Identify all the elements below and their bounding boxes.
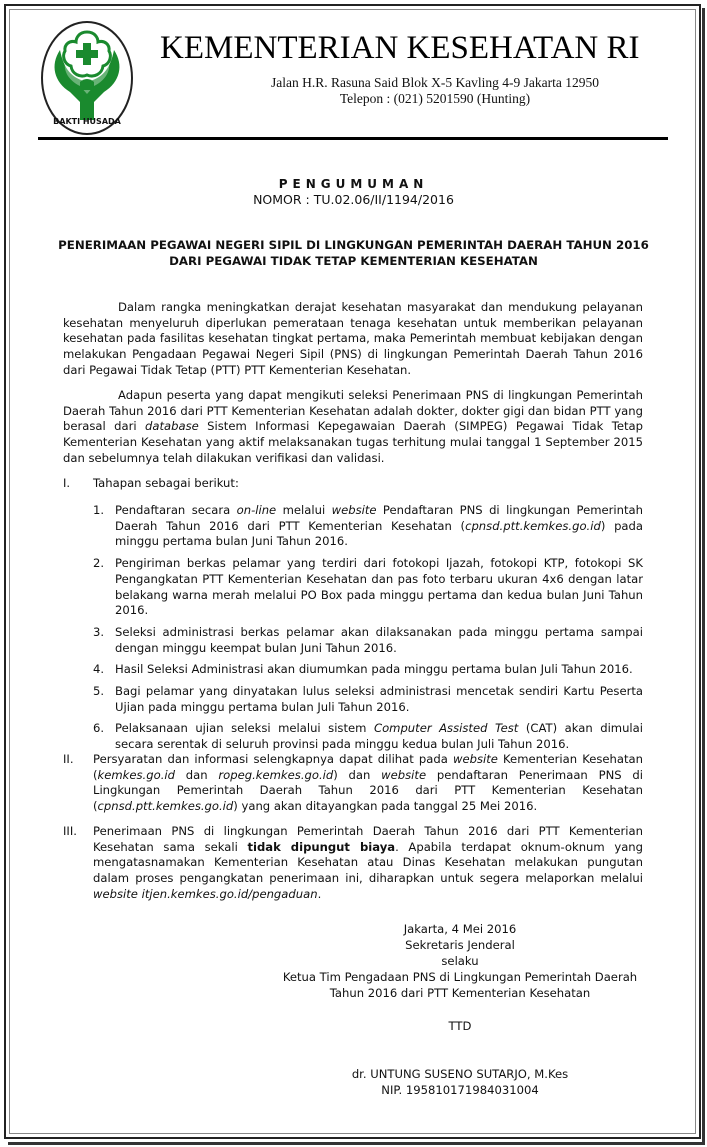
institution-address-block xyxy=(160,75,650,107)
paragraph-text: Adapun peserta yang dapat mengikuti seleksi Penerimaan PNS di lingkungan Pemerintah Daerah Tahun 2016 dari PTT Kementerian Kesehatan adalah dokter, dokter gigi dan bidan PTT yang berasal dari xyxy=(63,388,643,434)
website-link: ropeg.kemkes.go.id xyxy=(218,767,334,782)
text: Pendaftaran secara xyxy=(115,503,237,517)
text: Penerimaan PNS di lingkungan Pemerintah Daerah Tahun 2016 dari PTT Kementerian Kesehatan sama sekali xyxy=(93,824,643,854)
paragraph-intro xyxy=(63,300,643,379)
announcement-number: NOMOR : TU.02.06/II/1194/2016 xyxy=(253,192,454,207)
list-item xyxy=(93,556,643,619)
list-item-number: 2. xyxy=(93,556,105,571)
list-item-text: Bagi pelamar yang dinyatakan lulus seleksi administrasi mencetak sendiri Kartu Peserta Ujian pada minggu pertama bulan Juli Tahun 2016. xyxy=(115,684,643,714)
text: ) pada minggu pertama bulan Juni Tahun 2016. xyxy=(115,518,643,549)
website-link: cpnsd.ptt.kemkes.go.id xyxy=(465,518,601,533)
list-item-number: 5. xyxy=(93,684,105,699)
institution-name: KEMENTERIAN KESEHATAN RI xyxy=(160,30,640,66)
list-item-text: Pengiriman berkas pelamar yang terdiri dari fotokopi Ijazah, fotokopi KTP, fotokopi SK Pengangkatan PTT Kementerian Kesehatan dan pas foto terbaru ukuran 4x6 dengan latar belakang warna merah melalui PO Box pada minggu pertama dan kedua bulan Juni Tahun 2016. xyxy=(115,556,643,618)
signatory xyxy=(250,1066,670,1098)
list-item-number: 6. xyxy=(93,721,105,736)
text: Persyaratan dan informasi selengkapnya dapat dilihat pada xyxy=(93,752,453,766)
signature-role-line-2: Tahun 2016 dari PTT Kementerian Kesehatan xyxy=(329,986,591,1000)
website-link: kemkes.go.id xyxy=(97,767,175,782)
section-number: II. xyxy=(63,752,74,766)
list-item-text xyxy=(115,503,643,550)
emphasis-text: tidak dipungut biaya xyxy=(247,839,396,854)
announcement-title: PENGUMUMAN xyxy=(278,177,429,191)
text: Pendaftaran PNS di lingkungan Pemerintah Daerah Tahun 2016 dari PTT Kementerian Kesehatan ( xyxy=(115,503,643,533)
italic-term: website xyxy=(331,503,377,517)
logo-label: BAKTI HUSADA xyxy=(53,117,121,126)
headline-line-2: DARI PEGAWAI TIDAK TETAP KEMENTERIAN KESEHATAN xyxy=(169,253,538,268)
institution-phone: Telepon : (021) 5201590 (Hunting) xyxy=(339,91,531,106)
list-item xyxy=(93,684,643,715)
text: melalui xyxy=(276,503,332,517)
section-2 xyxy=(63,752,643,815)
list-item-text: Seleksi administrasi berkas pelamar akan dilaksanakan pada minggu pertama sampai dengan minggu keempat bulan Juni Tahun 2016. xyxy=(115,624,643,655)
paragraph-italic-term: database xyxy=(145,419,199,434)
signatory-name: dr. UNTUNG SUSENO SUTARJO, M.Kes xyxy=(351,1067,569,1081)
list-item-text xyxy=(115,721,643,752)
list-item-number: 1. xyxy=(93,503,105,517)
section-number: I. xyxy=(63,476,71,490)
website-link: website itjen.kemkes.go.id/pengaduan xyxy=(93,886,318,901)
paragraph-text: Sistem Informasi Kepegawaian Daerah (SIMPEG) Pegawai Tidak Tetap Kementerian Kesehatan yang aktif melaksanakan tugas terhitung mulai tanggal 1 September 2015 dan sebelumnya telah dilakukan verifikasi dan validasi. xyxy=(63,419,643,465)
list-item xyxy=(93,721,643,752)
text: ) yang akan ditayangkan pada tanggal 25 Mei 2016. xyxy=(233,799,538,814)
text: . Apabila terdapat oknum-oknum yang mengatasnamakan Kementerian Kesehatan atau Dinas Kesehatan melakukan pungutan dalam proses pengangkatan penerimaan ini, diharapkan untuk segera melaporkan melalui xyxy=(93,839,644,886)
signature-block xyxy=(250,921,670,1001)
paragraph-intro-text: Dalam rangka meningkatkan derajat kesehatan masyarakat dan mendukung pelayanan kesehatan menyeluruh diperlukan pemerataan tenaga kesehatan untuk memberikan pelayanan kesehatan pada fasilitas kesehatan tingkat pertama, maka Pemerintah membuat kebijakan dengan melakukan Pengadaan Pegawai Negeri Sipil (PNS) di lingkungan Pemerintah Daerah Tahun 2016 dari Pegawai Tidak Tetap (PTT) PTT Kementerian Kesehatan. xyxy=(63,300,643,377)
italic-term: Computer Assisted Test xyxy=(373,721,519,736)
signature-position: Sekretaris Jenderal xyxy=(405,938,515,952)
text: ) dan xyxy=(333,767,382,782)
headline-line-1: PENERIMAAN PEGAWAI NEGERI SIPIL DI LINGKUNGAN PEMERINTAH DAERAH TAHUN 2016 xyxy=(58,238,649,252)
list-item xyxy=(93,625,643,656)
text: pendaftaran Penerimaan PNS di Lingkungan Pemerintah Daerah Tahun 2016 dari PTT Kementerian Kesehatan ( xyxy=(93,767,643,814)
text: . xyxy=(317,886,322,901)
bakti-husada-logo-icon xyxy=(40,20,134,136)
institution-address: Jalan H.R. Rasuna Said Blok X-5 Kavling 4-9 Jakarta 12950 xyxy=(270,75,600,90)
list-item-text: Hasil Seleksi Administrasi akan diumumkan pada minggu pertama bulan Juli Tahun 2016. xyxy=(115,662,633,677)
list-item-number: 4. xyxy=(93,662,105,677)
section-text xyxy=(93,752,643,815)
list-item xyxy=(93,662,643,678)
text: Pelaksanaan ujian seleksi melalui sistem xyxy=(115,721,374,736)
italic-term: website xyxy=(381,767,427,782)
section-number: III. xyxy=(63,824,77,838)
signature-place-date: Jakarta, 4 Mei 2016 xyxy=(403,922,517,936)
text: Kementerian Kesehatan ( xyxy=(93,752,643,782)
section-1 xyxy=(63,476,643,492)
announcement-headline xyxy=(20,238,687,269)
section-text: Tahapan sebagai berikut: xyxy=(93,476,239,490)
text: (CAT) akan dimulai secara serentak di seluruh provinsi pada minggu kedua bulan Juli Tahun 2016. xyxy=(115,721,643,752)
signature-mark: TTD xyxy=(448,1019,472,1033)
letterhead-divider xyxy=(38,137,668,140)
signatory-nip: NIP. 195810171984031004 xyxy=(381,1083,539,1097)
steps-list xyxy=(93,503,643,759)
italic-term: website xyxy=(452,752,498,766)
signature-role-line-1: Ketua Tim Pengadaan PNS di Lingkungan Pemerintah Daerah xyxy=(282,970,638,984)
section-text xyxy=(93,824,643,903)
list-item xyxy=(93,503,643,550)
website-link: cpnsd.ptt.kemkes.go.id xyxy=(97,799,234,814)
italic-term: on-line xyxy=(236,503,277,517)
section-3 xyxy=(63,824,643,903)
text: dan xyxy=(174,767,219,782)
list-item-number: 3. xyxy=(93,624,105,639)
paragraph-participants xyxy=(63,388,643,467)
signature-as: selaku xyxy=(441,954,479,968)
